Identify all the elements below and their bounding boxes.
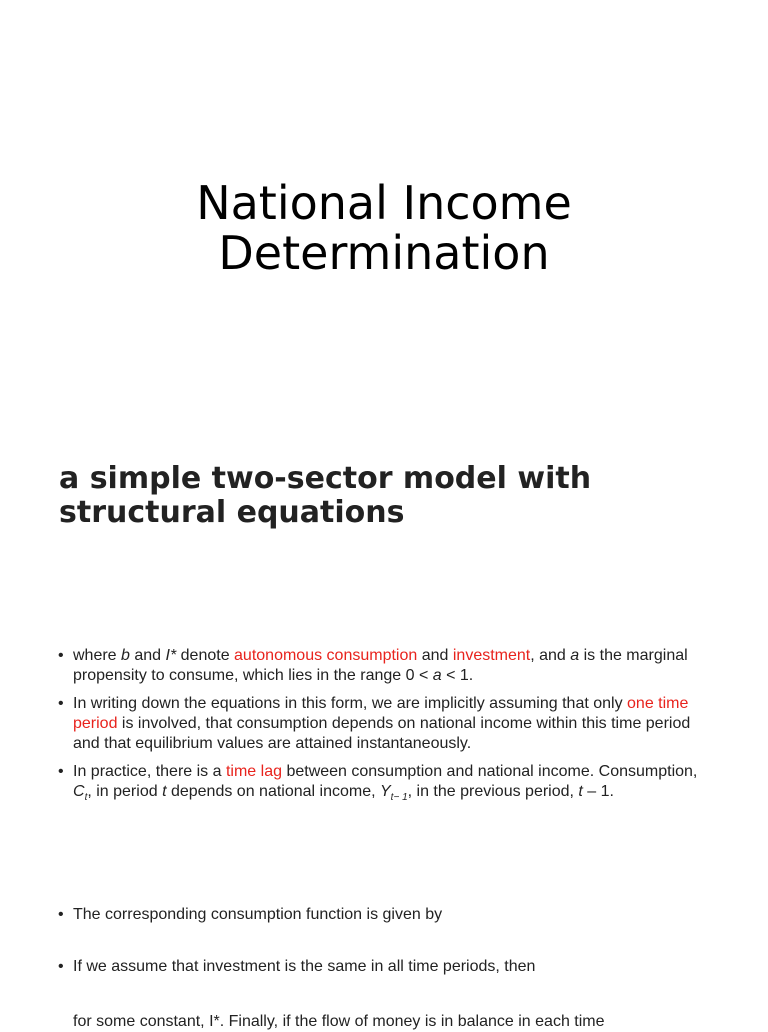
highlight-term: time lag — [225, 763, 282, 780]
bullet-item: • where b and I* denote autonomous consumption and investment, and a is the marginal propensity to consume, which lies in the range 0 < a < 1. — [58, 646, 718, 686]
bullet-list-1 — [58, 646, 718, 816]
highlight-term: investment — [452, 647, 531, 664]
bullet-item: • In writing down the equations in this form, we are implicitly assuming that only one time period is involved, that consumption depends on national income within this time period and that equilibrium values are attained instantaneously. — [58, 694, 718, 754]
bullet-list-2 — [58, 905, 718, 933]
cut-off-text: for some constant, I*. Finally, if the flow of money is in balance in each time — [73, 1013, 605, 1030]
subtitle-line-1: a simple two-sector model with — [59, 461, 592, 496]
bullet-list-3 — [58, 957, 718, 985]
title-line-2: Determination — [218, 226, 550, 280]
highlight-term: one time period — [73, 695, 689, 732]
page-title — [0, 178, 768, 278]
bullet-item: • If we assume that investment is the same in all time periods, then — [58, 957, 718, 977]
highlight-term: autonomous consumption — [234, 647, 418, 664]
bullet-item: • In practice, there is a time lag between consumption and national income. Consumption, $C_t$, in period t depends on national income, $Y_{t- 1}$, in the previous period, t – 1. — [58, 762, 718, 808]
bullet-item: • The corresponding consumption function is given by — [58, 905, 718, 925]
subtitle-line-2: structural equations — [59, 495, 405, 530]
title-line-1: National Income — [196, 176, 572, 230]
section-heading — [59, 462, 719, 530]
